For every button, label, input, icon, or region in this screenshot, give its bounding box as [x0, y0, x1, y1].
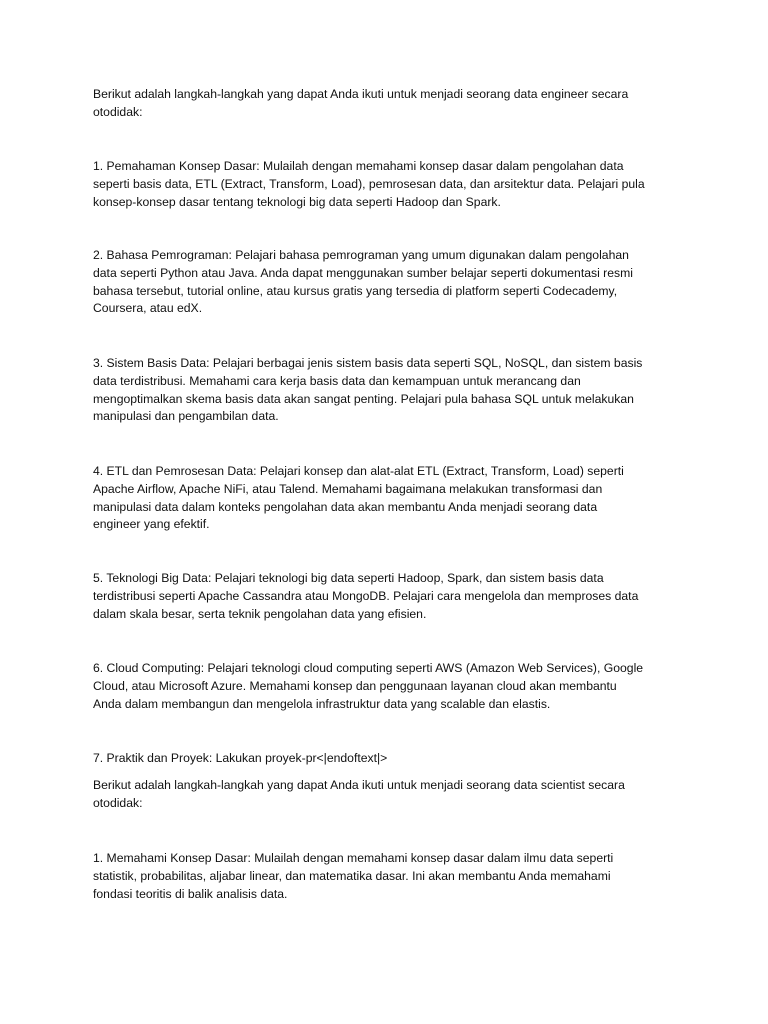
step-5-paragraph: 5. Teknologi Big Data: Pelajari teknologi big data seperti Hadoop, Spark, dan sistem basis data terdistribusi seperti Apache Cassandra atau MongoDB. Pelajari cara mengelola dan memproses data dalam skala besar, serta teknik pengolahan data yang efisien.	[93, 571, 639, 621]
step-4-paragraph: 4. ETL dan Pemrosesan Data: Pelajari konsep dan alat-alat ETL (Extract, Transform, Load) seperti Apache Airflow, Apache NiFi, atau Talend. Memahami bagaimana melakukan transformasi dan manipulasi data dalam konteks pengolahan data akan membantu Anda menjadi seorang data engineer yang efektif.	[93, 464, 624, 532]
intro-paragraph-data-engineer: Berikut adalah langkah-langkah yang dapat Anda ikuti untuk menjadi seorang data engineer secara otodidak:	[93, 87, 629, 119]
step-3-paragraph: 3. Sistem Basis Data: Pelajari berbagai jenis sistem basis data seperti SQL, NoSQL, dan sistem basis data terdistribusi. Memahami cara kerja basis data dan kemampuan untuk merancang dan mengoptimalkan skema basis data akan sangat penting. Pelajari pula bahasa SQL untuk melakukan manipulasi dan pengambilan data.	[93, 356, 643, 424]
scientist-step-1-paragraph: 1. Memahami Konsep Dasar: Mulailah dengan memahami konsep dasar dalam ilmu data seperti statistik, probabilitas, aljabar linear, dan matematika dasar. Ini akan membantu Anda memahami fondasi teoritis di balik analisis data.	[93, 851, 614, 901]
step-7-paragraph: 7. Praktik dan Proyek: Lakukan proyek-pr<|endoftext|>	[93, 751, 388, 765]
step-1-paragraph: 1. Pemahaman Konsep Dasar: Mulailah dengan memahami konsep dasar dalam pengolahan data seperti basis data, ETL (Extract, Transform, Load), pemrosesan data, dan arsitektur data. Pelajari pula konsep-konsep dasar tentang teknologi big data seperti Hadoop dan Spark.	[93, 159, 645, 209]
step-6-paragraph: 6. Cloud Computing: Pelajari teknologi cloud computing seperti AWS (Amazon Web Services), Google Cloud, atau Microsoft Azure. Memahami konsep dan penggunaan layanan cloud akan membantu Anda dalam membangun dan mengelola infrastruktur data yang scalable dan elastis.	[93, 661, 644, 711]
intro-paragraph-data-scientist: Berikut adalah langkah-langkah yang dapat Anda ikuti untuk menjadi seorang data scientist secara otodidak:	[93, 778, 625, 810]
step-2-paragraph: 2. Bahasa Pemrograman: Pelajari bahasa pemrograman yang umum digunakan dalam pengolahan data seperti Python atau Java. Anda dapat menggunakan sumber belajar seperti dokumentasi resmi bahasa tersebut, tutorial online, atau kursus gratis yang tersedia di platform seperti Codecademy, Coursera, atau edX.	[93, 248, 633, 316]
